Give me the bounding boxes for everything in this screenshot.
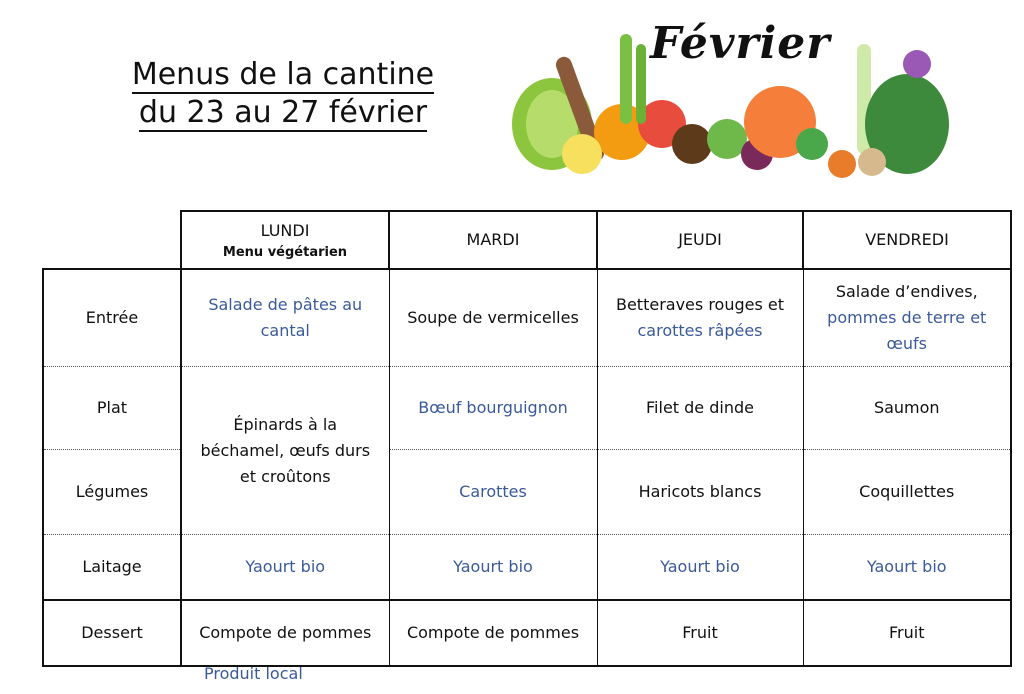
menu-cell: Bœuf bourguignon — [389, 367, 597, 450]
row-plat — [43, 367, 1011, 450]
row-dessert — [43, 600, 1011, 666]
row-label-laitage: Laitage — [43, 535, 181, 601]
menu-cell-part: pommes de terre et œufs — [827, 308, 987, 353]
menu-cell: Yaourt bio — [181, 535, 389, 601]
day-header-lundi — [181, 211, 389, 269]
menu-cell: Compote de pommes — [181, 600, 389, 666]
day-name: MARDI — [466, 230, 520, 249]
corner-cell — [43, 211, 181, 269]
title-line-2: du 23 au 27 février — [138, 95, 428, 130]
day-header-row — [43, 211, 1011, 269]
row-entree — [43, 269, 1011, 367]
menu-cell: Saumon — [803, 367, 1011, 450]
title-line-1: Menus de la cantine — [131, 57, 435, 92]
menu-cell — [803, 269, 1011, 367]
menu-cell-part: Salade d’endives, — [835, 282, 978, 301]
row-label-legumes: Légumes — [43, 450, 181, 535]
row-laitage — [43, 535, 1011, 601]
menu-cell: Fruit — [597, 600, 803, 666]
day-name: JEUDI — [678, 230, 722, 249]
menu-cell: Coquillettes — [803, 450, 1011, 535]
day-header-jeudi — [597, 211, 803, 269]
row-label-dessert: Dessert — [43, 600, 181, 666]
banner-title: Février — [650, 18, 831, 69]
menu-cell: Fruit — [803, 600, 1011, 666]
row-label-entree: Entrée — [43, 269, 181, 367]
menu-cell: Filet de dinde — [597, 367, 803, 450]
menu-cell: Yaourt bio — [597, 535, 803, 601]
menu-cell-part: carottes râpées — [637, 321, 763, 340]
menu-cell: Yaourt bio — [803, 535, 1011, 601]
menu-cell: Haricots blancs — [597, 450, 803, 535]
menu-cell-merged: Épinards à la béchamel, œufs durs et croûtons — [181, 367, 389, 535]
day-header-mardi — [389, 211, 597, 269]
page-title — [108, 56, 458, 132]
menu-cell: Soupe de vermicelles — [389, 269, 597, 367]
menu-cell: Salade de pâtes au cantal — [181, 269, 389, 367]
day-subtitle: Menu végétarien — [222, 245, 348, 260]
menu-cell-part: Betteraves rouges et — [615, 295, 785, 314]
day-header-vendredi — [803, 211, 1011, 269]
day-name: VENDREDI — [865, 230, 949, 249]
menu-table — [42, 210, 1012, 667]
menu-cell — [597, 269, 803, 367]
menu-cell: Carottes — [389, 450, 597, 535]
row-label-plat: Plat — [43, 367, 181, 450]
day-name: LUNDI — [260, 221, 310, 240]
menu-cell: Yaourt bio — [389, 535, 597, 601]
local-product-legend: Produit local — [204, 664, 303, 683]
menu-cell: Compote de pommes — [389, 600, 597, 666]
